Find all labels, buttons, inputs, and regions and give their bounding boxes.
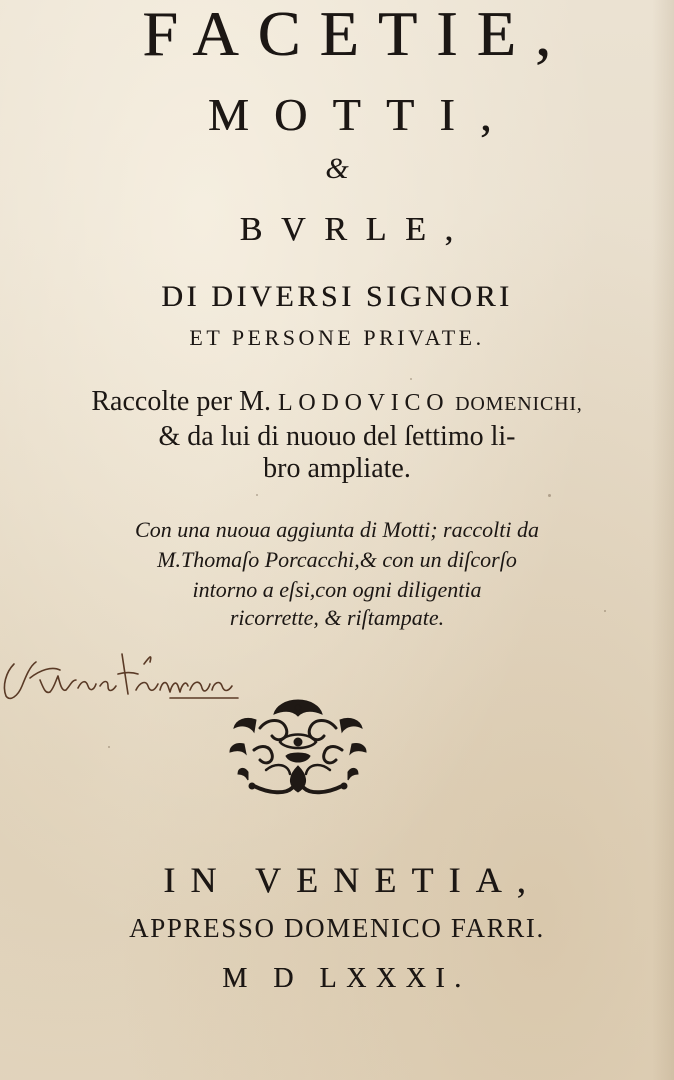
title-ampersand: & xyxy=(325,152,349,185)
imprint-place: IN VENETIA, xyxy=(163,860,541,900)
printers-fleuron-icon xyxy=(226,694,370,798)
compiler-name: LODOVICO xyxy=(277,390,450,416)
compiler-line-2: & da lui di nuouo del ſettimo li- xyxy=(158,421,516,452)
addition-line-2: M.Thomaſo Porcacchi,& con un diſcorſo xyxy=(157,547,517,572)
book-title: FACETIE, xyxy=(142,0,571,69)
handwritten-signature xyxy=(0,650,250,710)
title-line-motti: MOTTI, xyxy=(207,89,517,140)
addition-line-3: intorno a eſsi,con ogni diligentia xyxy=(192,577,482,602)
compiler-line-3: bro ampliate. xyxy=(263,453,411,484)
foxing-spot xyxy=(604,610,606,612)
page-edge-shading xyxy=(652,0,674,1080)
compiler-prefix: Raccolte per M. xyxy=(91,386,278,417)
imprint-printer: APPRESSO DOMENICO FARRI. xyxy=(129,913,545,943)
title-line-persone: ET PERSONE PRIVATE. xyxy=(189,325,485,350)
foxing-spot xyxy=(108,746,110,748)
addition-line-1: Con una nuoua aggiunta di Motti; raccolti da xyxy=(135,517,539,542)
foxing-spot xyxy=(410,378,412,380)
imprint-date: M D LXXXI. xyxy=(222,963,471,994)
compiler-surname: DOMENICHI, xyxy=(449,393,583,415)
title-line-diversi: DI DIVERSI SIGNORI xyxy=(161,280,513,313)
foxing-spot xyxy=(548,494,551,497)
title-line-burle: BVRLE, xyxy=(239,211,472,248)
compiler-line xyxy=(0,388,674,416)
addition-line-4: ricorrette, & riſtampate. xyxy=(229,605,445,630)
foxing-spot xyxy=(256,494,258,496)
